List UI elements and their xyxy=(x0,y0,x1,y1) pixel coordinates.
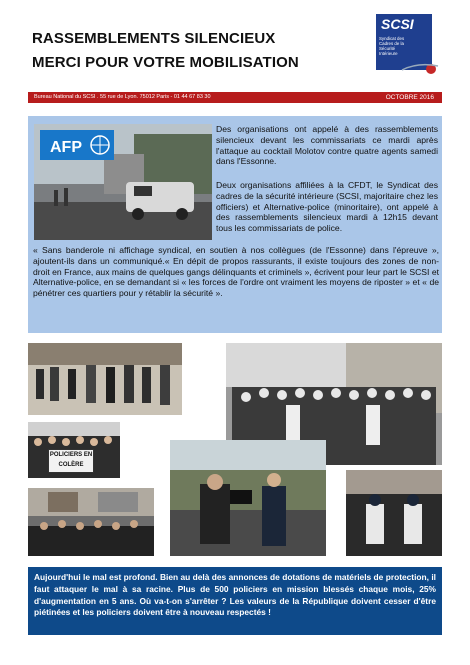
title-line-2: MERCI POUR VOTRE MOBILISATION xyxy=(32,54,299,71)
address-banner xyxy=(28,92,442,103)
afp-logo-text: AFP xyxy=(50,139,82,156)
conclusion-text: Aujourd'hui le mal est profond. Bien au delà des annonces de dotations de matériels de protection, il faut attaquer le mal à sa racine. Plus de 500 policiers en mission blessés chaque mois, 25% d'augmentation en 5 ans. Où va-t-on s'arrêter ? Les valeurs de la République doivent cesser d'être piétinées et les policiers doivent être à nouveau respectés ! xyxy=(34,572,436,618)
article-paragraph-3: « Sans banderole ni affichage syndical, en soutien à nos collègues (de l'Essonne) dans l'épreuve », ajoutent-ils dans un communiqué.« En dépit de propos rassurants, il existe toujours des zones de non-droit en France, aux mains de quelques gangs délinquants et criminels », écrivent pour leur part le SCSI et Alternative-police, en se demandant si « les forces de l'ordre ont vraiment les moyens de riposter » et « de pénétrer ces quartiers pour y rétablir la sécurité ». xyxy=(33,245,439,299)
protest-sign: POLICIERS EN COLÈRE xyxy=(48,449,94,473)
media-interview-photo xyxy=(170,440,326,556)
article-paragraph-1: Des organisations ont appelé à des rassemblements silencieux devant les commissariats ce mardi après l'attaque au cocktail Molotov contre quatre agents samedi dans l'Essonne. xyxy=(216,124,438,167)
logo-subtitle: Syndicat des Cadres de la Sécurité Intérieure xyxy=(379,36,405,56)
gathering-photo-1 xyxy=(28,343,182,415)
banner-address: Bureau National du SCSI . 55 rue de Lyon. 75012 Paris - 01 44 67 83 30 xyxy=(34,94,211,100)
conclusion-box xyxy=(28,567,442,635)
logo-name: SCSI xyxy=(381,16,414,32)
police-officers-photo xyxy=(346,470,442,556)
station-gathering-photo xyxy=(28,488,154,556)
banner-date: OCTOBRE 2016 xyxy=(385,94,434,101)
burned-car-photo xyxy=(34,124,212,240)
article-paragraph-2: Deux organisations affiliées à la CFDT, le Syndicat des cadres de la sécurité intérieure (SCSI, majoritaire chez les officiers) et Alternative-police (minoritaire), ont appelé à des rassemblements silencieux mardi à 12h15 devant tous les commissariats de police. xyxy=(216,180,438,234)
swoosh-icon xyxy=(400,60,440,74)
title-line-1: RASSEMBLEMENTS SILENCIEUX xyxy=(32,30,276,47)
